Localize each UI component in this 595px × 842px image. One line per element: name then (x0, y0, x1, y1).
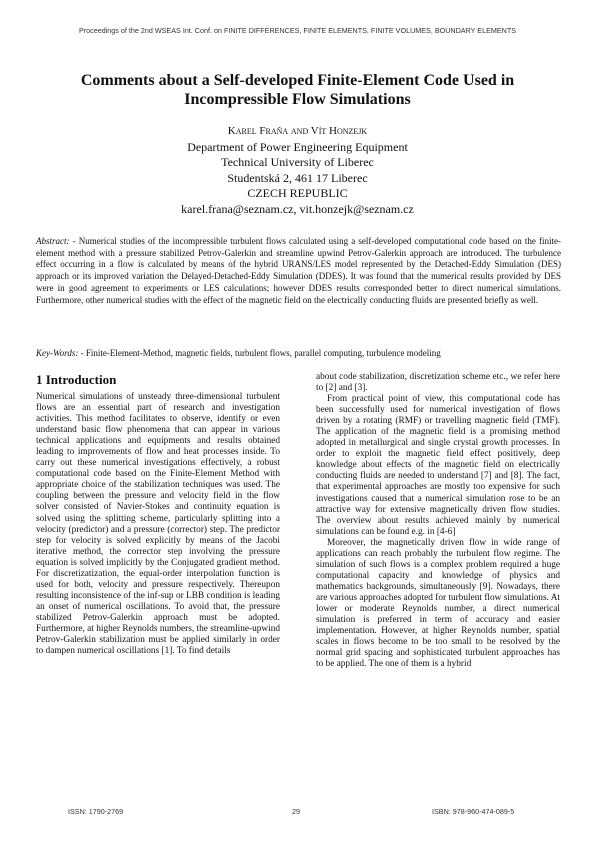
affiliation-address: Studentská 2, 461 17 Liberec (227, 170, 368, 185)
abstract-label: Abstract: (36, 236, 70, 246)
author-names: Karel Fraňa and Vít Honzejk (227, 125, 368, 137)
affiliation-university: Technical University of Liberec (221, 155, 374, 170)
footer-issn: ISSN: 1790-2769 (68, 807, 124, 816)
footer-isbn: ISBN: 978-960-474-089-5 (432, 807, 515, 816)
affiliation-country: CZECH REPUBLIC (247, 186, 348, 201)
intro-paragraph-1-continued: about code stabilization, discretization scheme etc., we refer here to [2] and [3]. (316, 372, 560, 394)
running-header: Proceedings of the 2nd WSEAS Int. Conf. on FINITE DIFFERENCES, FINITE ELEMENTS, FINITE VOLUMES, BOUNDARY ELEMENTS (78, 26, 517, 35)
left-column (36, 392, 280, 657)
section-heading-introduction: 1 Introduction (36, 372, 117, 387)
page-number: 29 (292, 807, 300, 816)
affiliation-department: Department of Power Engineering Equipment (187, 139, 408, 154)
intro-paragraph-3: Moreover, the magnetically driven flow in wide range of applications can reach probably the turbulent flow regime. The simulation of such flows is a complex problem required a huge computational capacity and knowledge of physics and mathematics backgrounds, simultaneously [9]. Nowadays, there are various approaches adopted for turbulent flow simulations. At lower or moderate Reynolds number, a direct numerical simulation is preferred in term of accuracy and easier implementation. However, at higher Reynolds number, spatial scales in flows become to be too small to be resolved by the normal grid spacing and sophisticated turbulent approaches has to be applied. The one of them is a hybrid (316, 537, 560, 670)
intro-paragraph-2: From practical point of view, this computational code has been successfully used for numerical investigation of flows driven by a rotating (RMF) or travelling magnetic field (TMF). The application of the magnetic field is a promising method adopted in metallurgical and single crystal growth processes. In order to exploit the magnetic field effect positively, deep knowledge about effects of the magnetic field on electrically conducting fluids are needed to understand [7] and [8]. The fact, that experimental approaches are mostly too expensive for such investigations caused that a numerical simulation rose to be an attractive way for extensive magnetically driven flow studies. The overview about results achieved mainly by numerical simulations can be found e.g. in [4-6] (316, 394, 560, 537)
abstract-text: - Numerical studies of the incompressible turbulent flows calculated using a self-developed computational code based on the finite-element method with a pressure stabilized Petrov-Galerkin and streamline upwind Petrov-Galerkin approach are introduced. The turbulence effect occurring in a flow is calculated by means of the hybrid URANS/LES model represented by the Detached-Eddy Simulation (DES) approach or its improved variation the Delayed-Detached-Eddy Simulation (DDES). It was found that the numerical results provided by DES were in good agreement to experiments or LES calculations; however DDES results corresponded better to direct numerical simulations. Furthermore, other numerical studies with the effect of the magnetic field on the electrically conducting fluids are presented briefly as well. (36, 236, 561, 305)
keywords-label: Key-Words: (36, 348, 79, 358)
right-column (316, 372, 560, 670)
keywords-text: - Finite-Element-Method, magnetic fields, turbulent flows, parallel computing, turbulence modeling (78, 348, 441, 358)
abstract (36, 236, 561, 306)
author-emails[interactable]: karel.frana@seznam.cz, vit.honzejk@seznam.cz (181, 201, 414, 216)
paper-title: Comments about a Self-developed Finite-Element Code Used in Incompressible Flow Simulations (80, 72, 515, 108)
keywords (36, 348, 561, 360)
author-block (0, 124, 595, 218)
intro-paragraph-1: Numerical simulations of unsteady three-dimensional turbulent flows are an essential part of research and investigation activities. This method facilitates to observe, identify or even understand basic flow phenomena that can appear in various technical applications and equipments and results obtained leading to improvements of flow and heat processes inside. To carry out these numerical investigations effectively, a robust computational code based on the Finite-Element Method with appropriate choice of the stabilization techniques was used. The coupling between the pressure and velocity field in the flow solver consisted of Navier-Stokes and continuity equation is solved using the splitting scheme, particularly splitting into a velocity (predictor) and a pressure (corrector) step. The predictor step for velocity is solved explicitly by means of the Jacobi iterative method, the corrector step involving the pressure equation is solved implicitly by the Conjugated gradient method. For discretizatization, the equal-order interpolation function is used for both, velocity and pressure respectively. Thereupon resulting inconsistence of the inf-sup or LBB condition is leading an onset of numerical oscillations. To avoid that, the pressure stabilized Petrov-Galerkin approach must be adopted. Furthermore, at higher Reynolds numbers, the streamline-upwind Petrov-Galerkin stabilization must be applied similarly in order to dampen numerical oscillations [1]. To find details (36, 392, 280, 657)
